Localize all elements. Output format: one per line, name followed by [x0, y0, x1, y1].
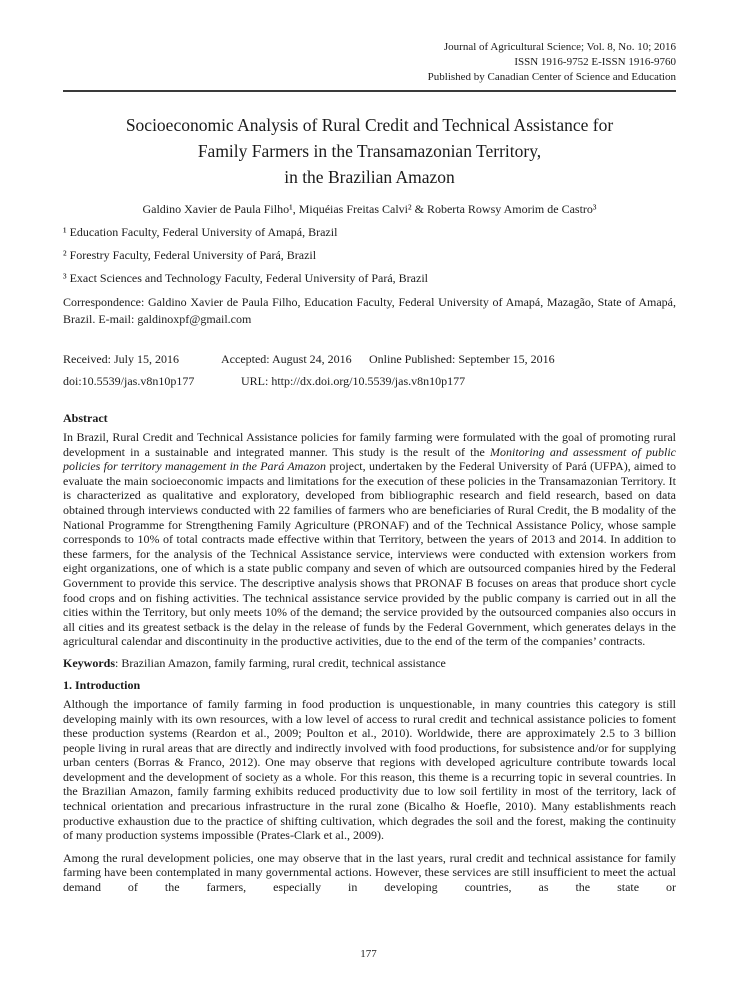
- url-label: URL:: [241, 374, 269, 388]
- page-number: 177: [360, 948, 377, 960]
- abstract-project-title-italic: Monitoring and assessment of public policies for territory management in the Pará Amazon: [63, 444, 677, 474]
- introduction-heading: 1. Introduction: [63, 677, 141, 692]
- authors-line: Galdino Xavier de Paula Filho¹, Miquéias Freitas Calvi² & Roberta Rowsy Amorim de Castro³: [142, 202, 597, 216]
- affiliation-1: ¹ Education Faculty, Federal University of Amapá, Brazil: [63, 225, 338, 239]
- paper-title: [63, 112, 676, 190]
- affiliation-2: ² Forestry Faculty, Federal University of Pará, Brazil: [63, 248, 317, 262]
- accepted-date: Accepted: August 24, 2016: [221, 352, 352, 366]
- abstract-heading: Abstract: [63, 411, 108, 425]
- journal-issn: ISSN 1916-9752 E-ISSN 1916-9760: [514, 56, 676, 68]
- url-line: [241, 374, 465, 389]
- paper-title-line-1: Socioeconomic Analysis of Rural Credit and Technical Assistance for: [125, 115, 614, 135]
- abstract-paragraph: [63, 430, 676, 649]
- correspondence-line: [63, 294, 676, 327]
- url-value: http://dx.doi.org/10.5539/jas.v8n10p177: [271, 374, 466, 388]
- received-date: Received: July 15, 2016: [63, 352, 179, 366]
- correspondence-email: galdinoxpf@gmail.com: [137, 311, 252, 326]
- journal-name-volume: Journal of Agricultural Science; Vol. 8, No. 10; 2016: [443, 41, 676, 53]
- dates-row: [63, 352, 676, 367]
- paper-title-line-3: in the Brazilian Amazon: [284, 167, 455, 187]
- doi-value: doi:10.5539/jas.v8n10p177: [63, 374, 195, 388]
- journal-header: [63, 40, 676, 92]
- introduction-paragraph-1: Although the importance of family farming in food production is unquestionable, in many countries this category is still developing mainly with its own resources, with a low level of access to rural credit and technical assistance policies to foment these production systems (Reardon et al., 2009; Poulton et al., 2010). Worldwide, there are approximately 2.5 to 3 billion people living in rural areas that are directly and indirectly involved with food productions, for subsistence and/or for supplying urban centers (Borras & Franco, 2012). One may observe that regions with developed agriculture contribute towards local development and the development of society as a whole. For this reason, this theme is a recurring topic in several countries. In the Brazilian Amazon, family farming exhibits reduced productivity due to low soil fertility in most of the territory, lack of technical orientation and precarious infrastructure in the rural zone (Bicalho & Hoefle, 2010). Many establishments reach productive exhaustion due to the practice of shifting cultivation, which degrades the soil and the forest, making the continuity of many production systems impossible (Prates-Clark et al., 2009).: [63, 696, 676, 843]
- keywords-label: Keywords: [63, 655, 115, 670]
- affiliation-3: ³ Exact Sciences and Technology Faculty, Federal University of Pará, Brazil: [63, 271, 428, 285]
- keywords-line: [63, 656, 676, 671]
- correspondence-text: Correspondence: Galdino Xavier de Paula Filho, Education Faculty, Federal University of Amapá, Mazagão, State of Amapá, Brazil. E-mail:: [63, 295, 676, 326]
- journal-publisher: Published by Canadian Center of Science and Education: [427, 71, 676, 83]
- abstract-text-2: project, undertaken by the Federal University of Pará (UFPA), aimed to evaluate the main socioeconomic impacts and limitations for the execution of these policies in the Transamazonian Territory. It is characterized as qualitative and exploratory, developed from bibliographic research and field research, based on data obtained through interviews conducted with 22 families of farmers who are beneficiaries of Rural Credit, the B modality of the National Programme for Strengthening Family Agriculture (PRONAF) and of the Technical Assistance Policy, whose sample corresponds to 10% of total contracts made effective within that Territory, between the years of 2013 and 2014. In addition to these farmers, for the analysis of the Technical Assistance service, interviews were conducted with extension workers from eight organizations, one of which is a state public company and seven of which are outsourced companies hired by the Federal Government to provide this service. The descriptive analysis shows that PRONAF B focuses on areas that produce short cycle food crops and on fishing activities. The technical assistance service provided by the public company is carried out in all the cities within the Territory, but only meets 10% of the demand; the service provided by the outsourced companies also occurs in all cities and its greatest setback is the delay in the release of funds by the Federal Government, which generates delays in the agricultural calendar and discontinuity in the productive activities, due to the end of the term of the companies’ contracts.: [63, 459, 676, 649]
- keywords-text: : Brazilian Amazon, family farming, rural credit, technical assistance: [115, 655, 446, 670]
- doi-row: [63, 374, 676, 389]
- online-published-date: Online Published: September 15, 2016: [369, 352, 555, 366]
- abstract-text-1: In Brazil, Rural Credit and Technical Assistance policies for family farming were formulated with the goal of promoting rural development in a sustainable and integrated manner. This study is the result of the: [63, 430, 676, 459]
- introduction-paragraph-2: Among the rural development policies, one may observe that in the last years, rural credit and technical assistance for family farming have been contemplated in many governmental actions. However, these services are still insufficient to meet the actual demand of the farmers, especially in developing countries, as the state or: [63, 850, 676, 895]
- paper-title-line-2: Family Farmers in the Transamazonian Territory,: [197, 141, 542, 161]
